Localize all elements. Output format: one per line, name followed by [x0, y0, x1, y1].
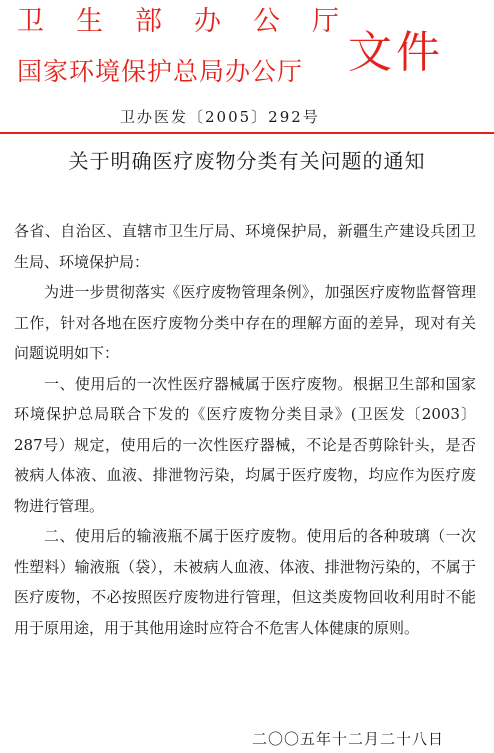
document-number: 卫办医发〔2005〕292号 — [120, 108, 320, 126]
document-word: 文件 — [348, 27, 444, 78]
body-paragraph: 为进一步贯彻落实《医疗废物管理条例》，加强医疗废物监督管理工作，针对各地在医疗废物分类中存在的理解方面的差异，现对有关问题说明如下： — [14, 283, 476, 362]
issuer-line-1 — [17, 2, 339, 42]
issuer-char: 生 — [76, 6, 103, 37]
body-paragraph: 一、使用后的一次性医疗器械属于医疗废物。根据卫生部和国家环境保护总局联合下发的《医疗废物分类目录》(卫医发〔2003〕287号）规定，使用后的一次性医疗器械，不论是否剪除针头，是否被病人体液、血液、排泄物污染，均属于医疗废物，均应作为医疗废物进行管理。 — [14, 374, 476, 515]
header-divider — [0, 132, 494, 134]
issue-date: 二〇〇五年十二月二十八日 — [252, 730, 445, 748]
issuer-char: 厅 — [312, 6, 339, 37]
document-title: 关于明确医疗废物分类有关问题的通知 — [68, 149, 426, 173]
document-header — [0, 0, 494, 100]
body-paragraph: 二、使用后的输液瓶不属于医疗废物。使用后的各种玻璃（一次性塑料）输液瓶（袋），未被病人血液、体液、排泄物污染的，不属于医疗废物，不必按照医疗废物进行管理，但这类废物回收利用时不能用于原用途，用于其他用途时应符合不危害人体健康的原则。 — [14, 527, 476, 637]
document-body — [14, 216, 476, 643]
issuer-char: 公 — [253, 6, 280, 37]
addressee: 各省、自治区、直辖市卫生厅局、环境保护局，新疆生产建设兵团卫生局、环境保护局： — [14, 222, 476, 271]
issuer-char: 办 — [194, 6, 221, 37]
issuer-line-2: 国家环境保护总局办公厅 — [17, 57, 304, 86]
issuer-char: 卫 — [17, 6, 44, 37]
issuer-char: 部 — [135, 6, 162, 37]
